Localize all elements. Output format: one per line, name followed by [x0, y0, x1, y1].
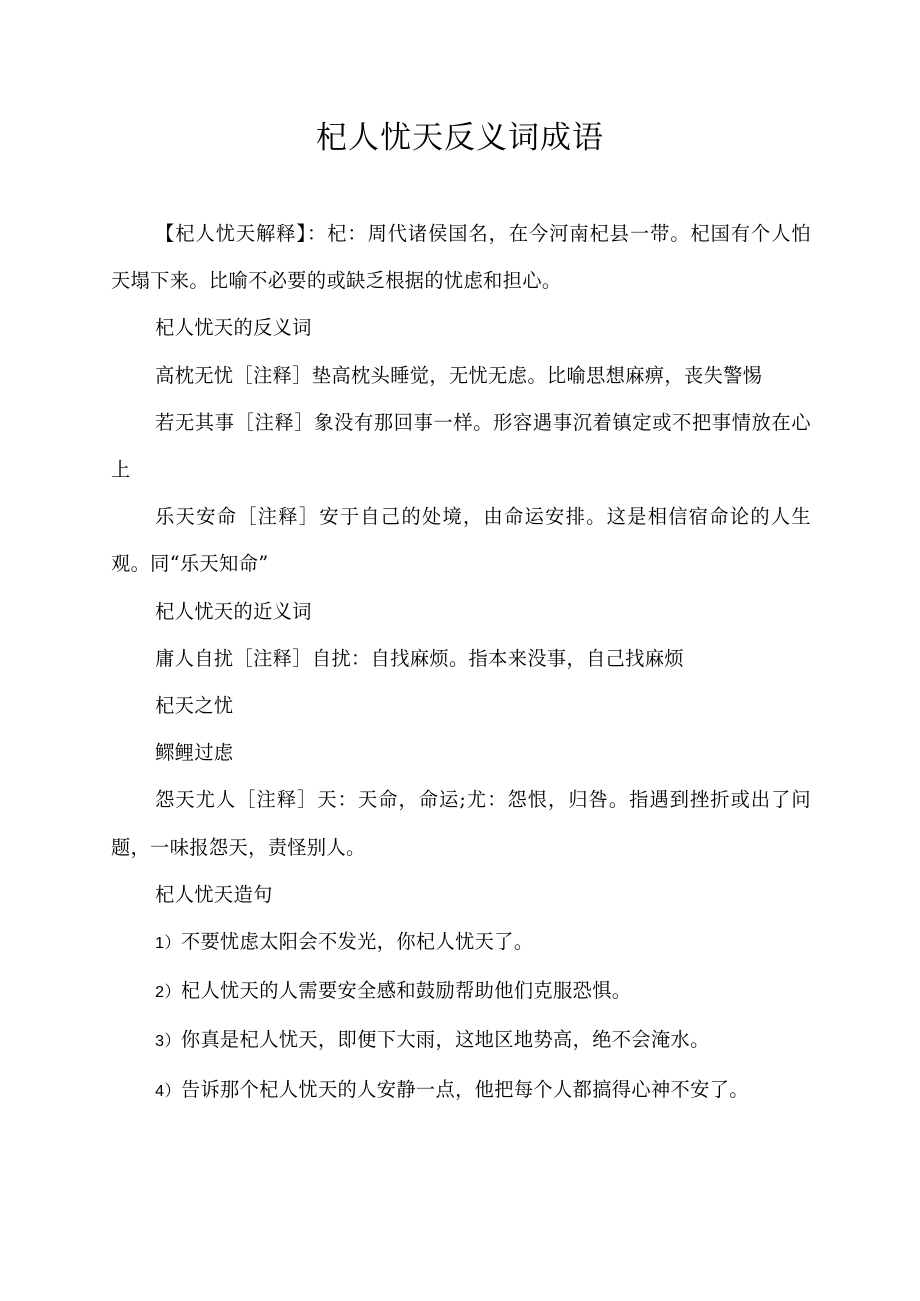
example-sentence: [111, 918, 811, 967]
synonym-item: 怨天尤人［注释］天：天命，命运;尤：怨恨，归咎。指遇到挫折或出了问题，一味报怨天，责怪别人。: [111, 788, 811, 859]
sentence-number: 2）: [155, 984, 181, 1002]
synonym-item: 杞天之忧: [155, 694, 234, 718]
antonym-item: 高枕无忧［注释］垫高枕头睡觉，无忧无虑。比喻思想麻痹，丧失警惕: [155, 363, 763, 387]
antonyms-heading: 杞人忧天的反义词: [155, 316, 312, 340]
example-sentence: [111, 1016, 811, 1065]
antonym-item: 若无其事［注释］象没有那回事一样。形容遇事沉着镇定或不把事情放在心上: [111, 410, 811, 482]
sentence-number: 1）: [155, 935, 181, 953]
sentence-text: 不要忧虑太阳会不发光，你杞人忧天了。: [180, 930, 534, 954]
example-sentence: [111, 967, 811, 1016]
synonym-item: 鳏鲤过虑: [155, 741, 234, 765]
document-body: [111, 210, 811, 1115]
sentences-heading: 杞人忧天造句: [155, 882, 273, 906]
synonym-item: 庸人自扰［注释］自扰：自找麻烦。指本来没事，自己找麻烦: [155, 646, 685, 670]
document-title: 杞人忧天反义词成语: [316, 120, 604, 156]
sentence-number: 4）: [155, 1082, 181, 1100]
definition-paragraph: 【杞人忧天解释】：杞：周代诸侯国名，在今河南杞县一带。杞国有个人怕天塌下来。比喻不必要的或缺乏根据的忧虑和担心。: [111, 222, 811, 293]
sentence-text: 你真是杞人忧天，即便下大雨，这地区地势高，绝不会淹水。: [180, 1028, 710, 1052]
antonym-item: 乐天安命［注释］安于自己的处境，由命运安排。这是相信宿命论的人生观。同“乐天知命”: [111, 505, 811, 576]
synonyms-heading: 杞人忧天的近义词: [155, 599, 312, 623]
sentence-text: 杞人忧天的人需要安全感和鼓励帮助他们克服恐惧。: [180, 979, 632, 1003]
sentence-text: 告诉那个杞人忧天的人安静一点，他把每个人都搞得心神不安了。: [180, 1077, 749, 1101]
sentence-number: 3）: [155, 1033, 181, 1051]
example-sentence: [111, 1066, 811, 1115]
